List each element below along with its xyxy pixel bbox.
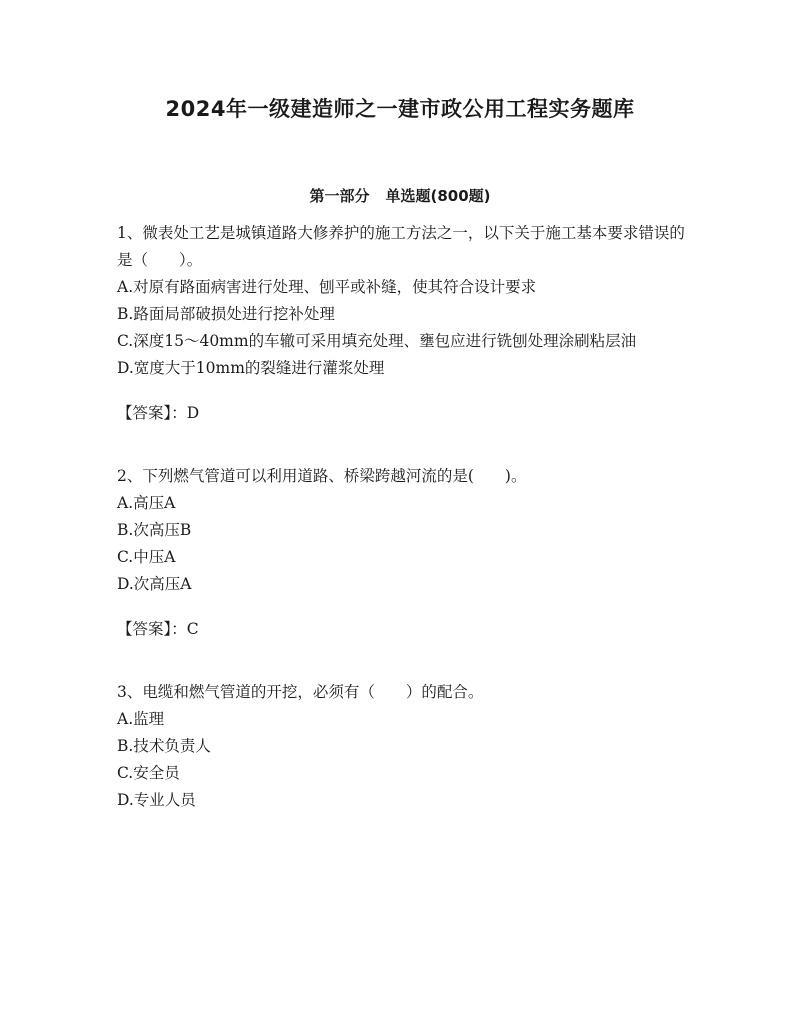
option-a: A.监理 [117,710,165,728]
document-title: 2024年一级建造师之一建市政公用工程实务题库 [165,97,635,121]
option-c: C.深度15～40mm的车辙可采用填充处理、壅包应进行铣刨处理涂刷粘层油 [117,332,637,350]
option-b: B.路面局部破损处进行挖补处理 [117,305,335,323]
section-heading [0,185,800,206]
option-a: A.对原有路面病害进行处理、刨平或补缝，使其符合设计要求 [117,278,537,296]
option-b: B.技术负责人 [117,737,211,755]
answer-line [117,400,687,427]
option-b: B.次高压B [117,521,192,539]
option-d: D.宽度大于10mm的裂缝进行灌浆处理 [117,359,385,377]
answer-line [117,616,687,643]
section-part: 第一部分 [309,187,370,205]
answer-value: D [186,404,200,422]
option-c: C.安全员 [117,764,180,782]
answer-value: C [186,620,199,638]
question-stem: 3、电缆和燃气管道的开挖，必须有（ ）的配合。 [117,683,484,701]
answer-label: 【答案】： [117,620,187,638]
section-name: 单选题(800题) [385,187,491,205]
question-2 [117,463,687,643]
question-stem: 1、微表处工艺是城镇道路大修养护的施工方法之一，以下关于施工基本要求错误的是（ ）。 [117,224,685,269]
option-d: D.次高压A [117,575,192,593]
question-1 [117,220,687,427]
option-c: C.中压A [117,548,176,566]
answer-label: 【答案】： [117,404,187,422]
option-d: D.专业人员 [117,791,196,809]
question-3 [117,679,687,814]
question-list [117,220,687,814]
option-a: A.高压A [117,494,176,512]
question-stem: 2、下列燃气管道可以利用道路、桥梁跨越河流的是( )。 [117,467,527,485]
